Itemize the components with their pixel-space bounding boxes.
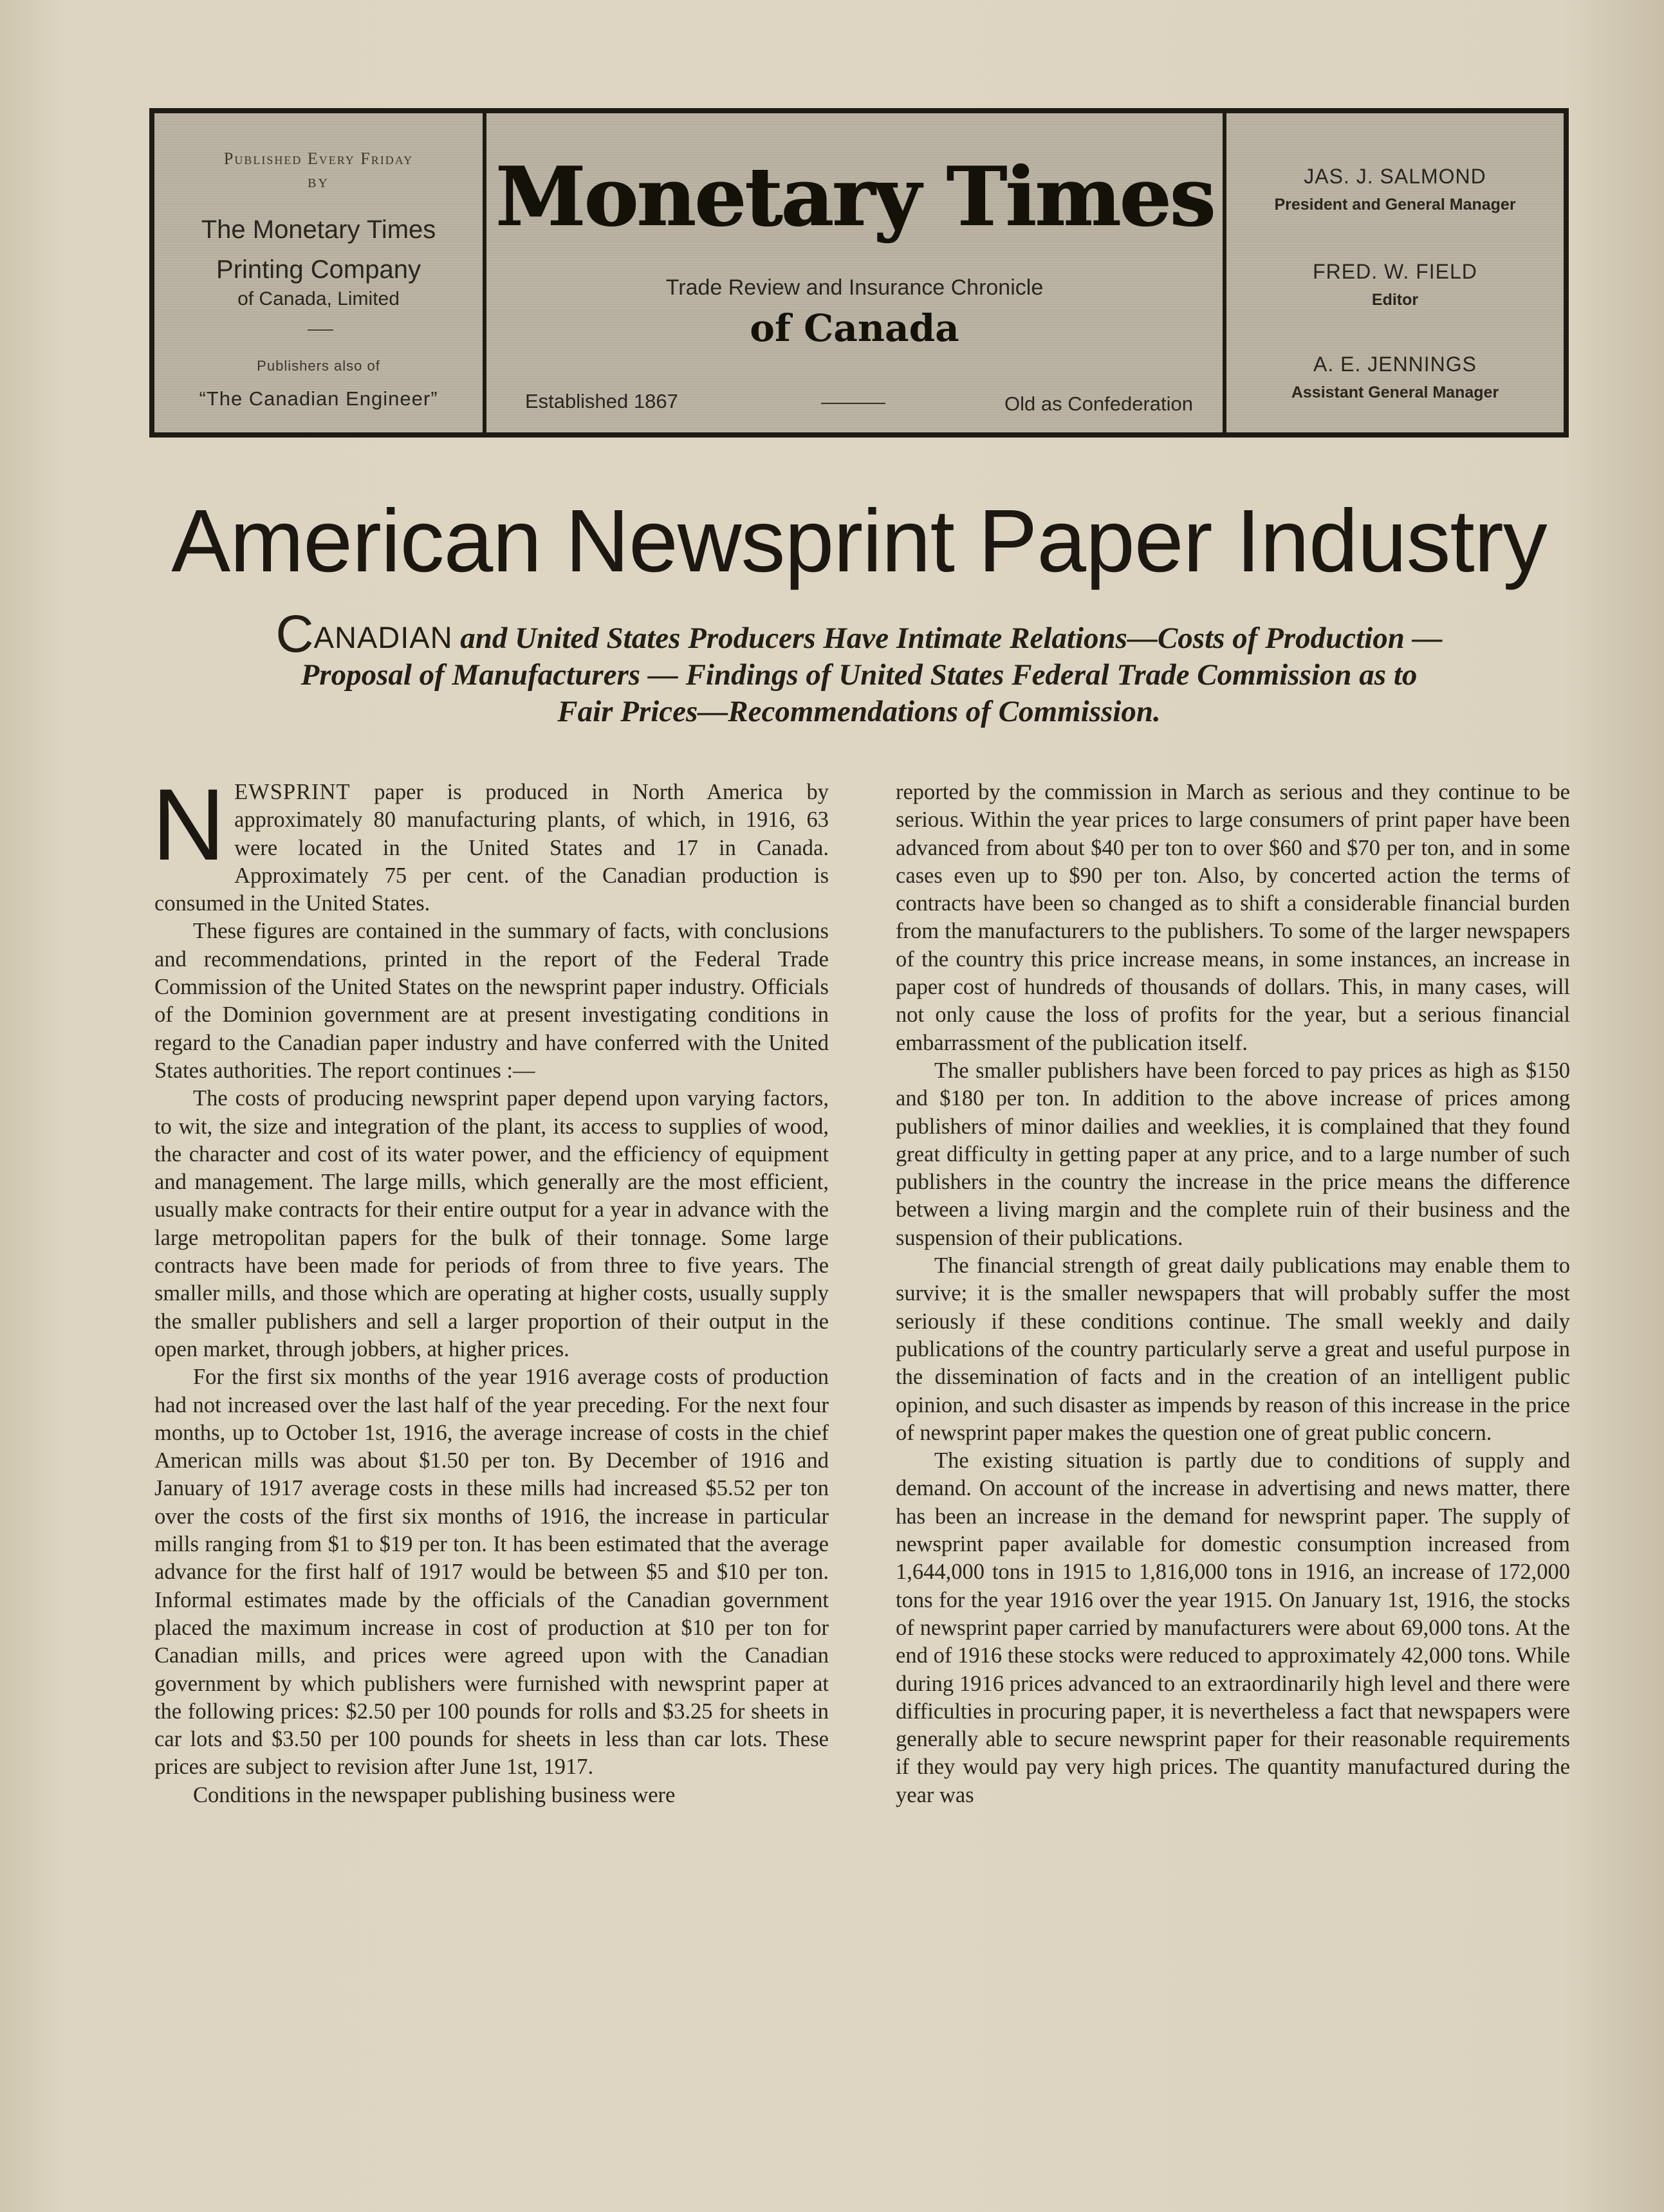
paragraph: For the first six months of the year 1916 average costs of production had not increased over the last half of the year preceding. For the next four months, up to October 1st, 1916, the average increase of costs in the chief American mills was about $1.50 per ton. By December of 1916 and January of 1917 average costs in these mills had increased $5.52 per ton over the costs of the first six months of 1916, the increase in particular mills ranging from $1 to $19 per ton. It has been estimated that the average advance for the first half of 1917 would be between $5 and $10 per ton. Informal estimates made by the officials of the Canadian government placed the maximum increase in cost of production at $10 per ton for Canadian mills, and prices were agreed upon with the Canadian government by which publishers were furnished with newsprint paper at the following prices: $2.50 per 100 pounds for rolls and $3.25 for sheets in car lots and $3.50 per 100 pounds for sheets in less than car lots. These prices are subject to revision after June 1st, 1917. — [154, 1365, 829, 1780]
article-deck — [270, 605, 1448, 730]
article-headline: American Newsprint Paper Industry — [171, 492, 1547, 591]
masthead-staff-box — [1226, 113, 1564, 432]
canadian-engineer-title: “The Canadian Engineer” — [199, 387, 438, 410]
masthead-rule — [821, 403, 885, 404]
masthead — [149, 108, 1569, 438]
deck-text: and United States Producers Have Intimate Relations—Costs of Production — Proposal of Manufacturers — Findings of United States Federal Trade Commission as to Fair Prices—Recommendations of Commission. — [300, 622, 1443, 728]
paragraph: The costs of producing newsprint paper depend upon varying factors, to wit, the size and integration of the plant, its access to supplies of wood, the character and cost of its water power, and the efficiency of equipment and management. The large mills, which generally are the most efficient, usually make contracts for their entire output for a year in advance with the large metropolitan papers for the bulk of their tonnage. Some large contracts have been made for periods of from three to five years. The smaller mills, and those which are operating at higher costs, usually supply the smaller publishers and sell a larger proportion of their output in the open market, through jobbers, at higher prices. — [154, 1086, 829, 1361]
paragraph: Conditions in the newspaper publishing business were — [193, 1782, 676, 1807]
editor-name: FRED. W. FIELD — [1313, 260, 1477, 283]
paragraph: These figures are contained in the summary of facts, with conclusions and recommendations, printed in the report of the Federal Trade Commission of the United States on the newsprint paper industry. Officials of the Dominion government are at present investigating conditions in regard to the Canadian paper industry and have conferred with the United States authorities. The report continues :— — [154, 919, 829, 1083]
paragraph — [152, 768, 829, 917]
masthead-publisher-box — [154, 113, 486, 432]
deck-caps: ANADIAN — [313, 620, 453, 654]
deck-dropcap: C — [275, 605, 314, 663]
lead-caps: EWSPRINT — [234, 780, 351, 804]
publisher-limited: of Canada, Limited — [237, 288, 400, 309]
published-every-friday: Published Every Friday — [223, 149, 414, 168]
masthead-title-box — [486, 113, 1226, 432]
paragraph: The existing situation is partly due to conditions of supply and demand. On account of the increase in advertising and news matter, there has been an increase in the demand for newsprint paper. The supply of newsprint paper available for domestic consumption increased from 1,644,000 tons in 1915 to 1,816,000 tons in 1916, an increase of 172,000 tons for the year 1916 over the year 1915. On January 1st, 1916, the stocks of newsprint paper carried by manufacturers were about 69,000 tons. At the end of 1916 these stocks were reduced to approximately 42,000 tons. While during 1916 prices advanced to an extraordinarily high level and there were difficulties in procuring paper, it is nevertheless a fact that newspapers were generally able to secure newsprint paper for their reasonable requirements if they would pay very high prices. The quantity manufactured during the year was — [896, 1448, 1570, 1807]
publication-title: Monetary Times — [495, 149, 1214, 244]
asst-manager-role: Assistant General Manager — [1291, 383, 1499, 401]
president-role: President and General Manager — [1274, 196, 1516, 214]
article-dropcap: N — [152, 768, 226, 881]
publisher-company-line1: The Monetary Times — [201, 216, 436, 244]
paragraph-text: paper is produced in North America by approximately 80 manufacturing plants, of which, in 1916, 63 were located in the United States and 17 in Canada. Approximately 75 per cent. of the Canadian production is consumed in the United States. — [154, 780, 829, 916]
old-as-confederation: Old as Confederation — [1004, 392, 1193, 415]
article-column-right — [896, 779, 1570, 1809]
established-date: Established 1867 — [525, 390, 678, 412]
publisher-divider — [308, 329, 333, 331]
publishers-also-label: Publishers also of — [257, 358, 380, 374]
article-column-left — [152, 768, 829, 1809]
publisher-company-line2: Printing Company — [216, 255, 421, 284]
asst-manager-name: A. E. JENNINGS — [1313, 353, 1477, 376]
paragraph: reported by the commission in March as serious and they continue to be serious. Within the year prices to large consumers of print paper have been advanced from about $40 per ton to over $60 and $70 per ton, and in some cases even up to $90 per ton. Also, by concerted action the terms of contracts have been so changed as to shift a considerable financial burden from the manufacturers to the publishers. To some of the larger newspapers of the country this price increase means, in some instances, an increase in paper cost of hundreds of thousands of dollars. This, in many cases, will not only cause the loss of profits for the year, but a serious financial embarrassment of the publication itself. — [896, 780, 1570, 1055]
paragraph: The smaller publishers have been forced to pay prices as high as $150 and $180 per ton. In addition to the above increase of prices among publishers of minor dailies and weeklies, it is complained that they found great difficulty in getting paper at any price, and to a large number of such publishers in the country the increase in the price means the difference between a living margin and the complete ruin of their business and the suspension of their publications. — [896, 1058, 1570, 1250]
paragraph: The financial strength of great daily publications may enable them to survive; it is the smaller newspapers that will probably suffer the most seriously if these conditions continue. The small weekly and daily publications of the country particularly serve a great and useful purpose in the dissemination of facts and in the creation of an intelligent public opinion, and such disaster as impends by reason of this increase in the price of newsprint paper makes the question one of great public concern. — [896, 1253, 1570, 1445]
by-label: BY — [308, 176, 329, 190]
of-canada: of Canada — [750, 306, 959, 350]
publisher-company — [154, 210, 483, 290]
president-name: JAS. J. SALMOND — [1304, 165, 1486, 188]
publication-subtitle: Trade Review and Insurance Chronicle — [665, 275, 1044, 300]
editor-role: Editor — [1371, 291, 1419, 309]
